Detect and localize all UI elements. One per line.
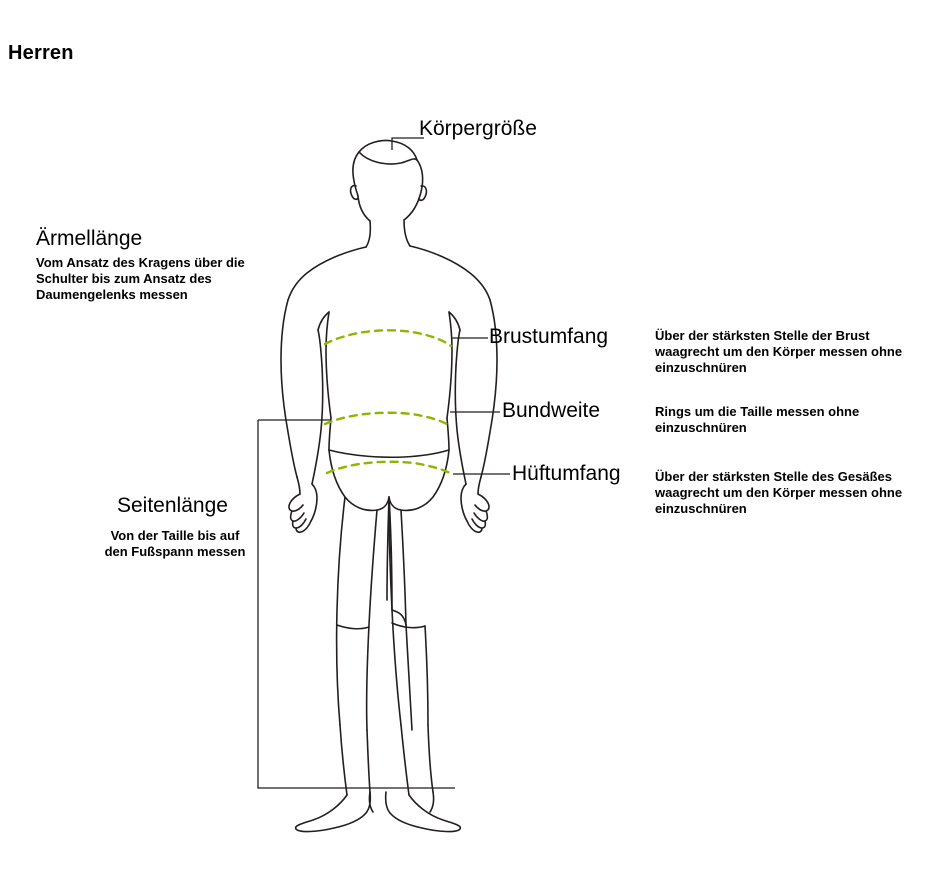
- desc-chest-line-2: waagrecht um den Körper messen ohne: [655, 344, 903, 359]
- page-title: Herren: [8, 42, 74, 64]
- label-height: Körpergröße: [419, 117, 537, 140]
- desc-hip: [655, 469, 940, 517]
- label-side-length: Seitenlänge: [117, 494, 228, 517]
- desc-hip-line-3: einzuschnüren: [655, 501, 747, 516]
- desc-sleeve-length: [36, 255, 286, 303]
- desc-chest-line-3: einzuschnüren: [655, 360, 747, 375]
- label-hip: Hüftumfang: [512, 462, 621, 485]
- label-chest: Brustumfang: [489, 325, 609, 348]
- desc-sleeve-line-3: Daumengelenks messen: [36, 287, 188, 302]
- desc-sleeve-line-1: Vom Ansatz des Kragens über die: [36, 255, 245, 270]
- desc-waist-line-1: Rings um die Taille messen ohne: [655, 404, 860, 419]
- desc-sleeve-line-2: Schulter bis zum Ansatz des: [36, 271, 212, 286]
- desc-chest-line-1: Über der stärksten Stelle der Brust: [655, 328, 870, 343]
- desc-waist: [655, 404, 940, 436]
- desc-side-length-line-2: den Fußspann messen: [104, 544, 246, 559]
- desc-side-length-line-1: Von der Taille bis auf: [110, 528, 240, 543]
- desc-chest: [655, 328, 940, 376]
- label-waist: Bundweite: [502, 399, 601, 422]
- desc-waist-line-2: einzuschnüren: [655, 420, 747, 435]
- desc-side-length: [85, 528, 265, 560]
- desc-hip-line-2: waagrecht um den Körper messen ohne: [655, 485, 903, 500]
- desc-hip-line-1: Über der stärksten Stelle des Gesäßes: [655, 469, 893, 484]
- label-sleeve-length: Ärmellänge: [36, 227, 143, 250]
